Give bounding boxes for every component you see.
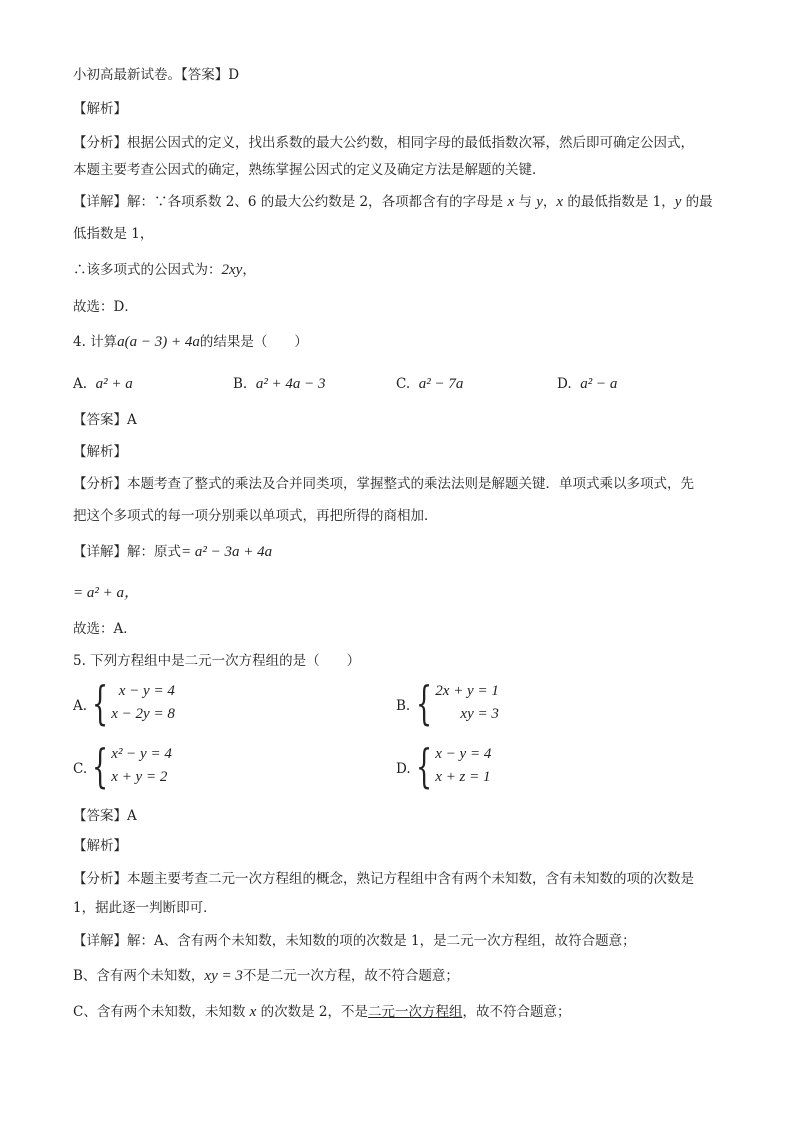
detail-q5-line3: C、含有两个未知数，未知数 x 的次数是 2，不是二元一次方程组，故不符合题意； <box>73 1004 571 1020</box>
detail-q5-line1: 【详解】解：A、含有两个未知数，未知数的项的次数是 1，是二元一次方程组，故符合题意； <box>73 933 636 949</box>
q4-option-b: B. a² + 4a − 3 <box>233 376 326 392</box>
brace-icon: { <box>92 739 109 793</box>
brace-icon: { <box>92 676 109 730</box>
q5-option-c-label: C. <box>73 761 88 777</box>
q5-option-b-system: { 2x + y = 1 xy = 3 <box>416 676 499 730</box>
analysis-q4-line2: 把这个多项式的每一项分别乘以单项式，再把所得的商相加． <box>73 508 438 524</box>
q5-option-d-system: { x − y = 4 x + z = 1 <box>416 739 492 793</box>
detail-q5-line2: B、含有两个未知数，xy = 3不是二元一次方程，故不符合题意； <box>73 968 459 984</box>
q5-option-a-label: A. <box>73 698 88 714</box>
analysis-q3-line2: 本题主要考查公因式的确定，熟练掌握公因式的定义及确定方法是解题的关键． <box>73 162 546 178</box>
answer-line-q3: 小初高最新试卷。【答案】D <box>73 67 240 83</box>
q4-option-d: D. a² − a <box>557 376 618 392</box>
detail-q3-line2: 低指数是 1， <box>73 226 154 242</box>
q4-option-c: C. a² − 7a <box>396 376 464 392</box>
answer-q5: 【答案】A <box>73 808 137 824</box>
jiexi-heading-q5: 【解析】 <box>73 838 127 854</box>
q5-option-b-label: B. <box>396 698 411 714</box>
analysis-q3-line1: 【分析】根据公因式的定义，找出系数的最大公约数，相同字母的最低指数次幂，然后即可确定公因式， <box>73 135 694 151</box>
brace-icon: { <box>416 676 433 730</box>
q5-option-d-label: D. <box>396 761 411 777</box>
brace-icon: { <box>416 739 433 793</box>
analysis-q5-line1: 【分析】本题主要考查二元一次方程组的概念，熟记方程组中含有两个未知数，含有未知数的项的次数是 <box>73 871 694 887</box>
analysis-q5-line2: 1，据此逐一判断即可． <box>73 900 217 916</box>
q4-option-a: A. a² + a <box>73 376 133 392</box>
q5-option-a-system: { x − y = 4 x − 2y = 8 <box>92 676 175 730</box>
answer-q4: 【答案】A <box>73 412 137 428</box>
conclusion-q3: ∴该多项式的公因式为：2xy， <box>73 262 256 278</box>
detail-q3-line1: 【详解】解：∵各项系数 2、6 的最大公约数是 2，各项都含有的字母是 x 与 y，x 的最低指数是 1，y 的最 <box>73 194 713 210</box>
q5-option-c-system: { x² − y = 4 x + y = 2 <box>92 739 172 793</box>
jiexi-heading-q3: 【解析】 <box>73 101 127 117</box>
choose-q4: 故选：A． <box>73 621 137 637</box>
choose-q3: 故选：D． <box>73 299 138 315</box>
question-5-stem: 5. 下列方程组中是二元一次方程组的是（ ） <box>73 653 361 669</box>
analysis-q4-line1: 【分析】本题考查了整式的乘法及合并同类项，掌握整式的乘法法则是解题关键．单项式乘以多项式，先 <box>73 476 694 492</box>
detail-q4-line1: 【详解】解：原式= a² − 3a + 4a <box>73 544 273 560</box>
question-4-stem: 4. 计算a(a − 3) + 4a的结果是（ ） <box>73 334 308 350</box>
jiexi-heading-q4: 【解析】 <box>73 444 127 460</box>
detail-q4-line2: = a² + a， <box>73 585 139 601</box>
